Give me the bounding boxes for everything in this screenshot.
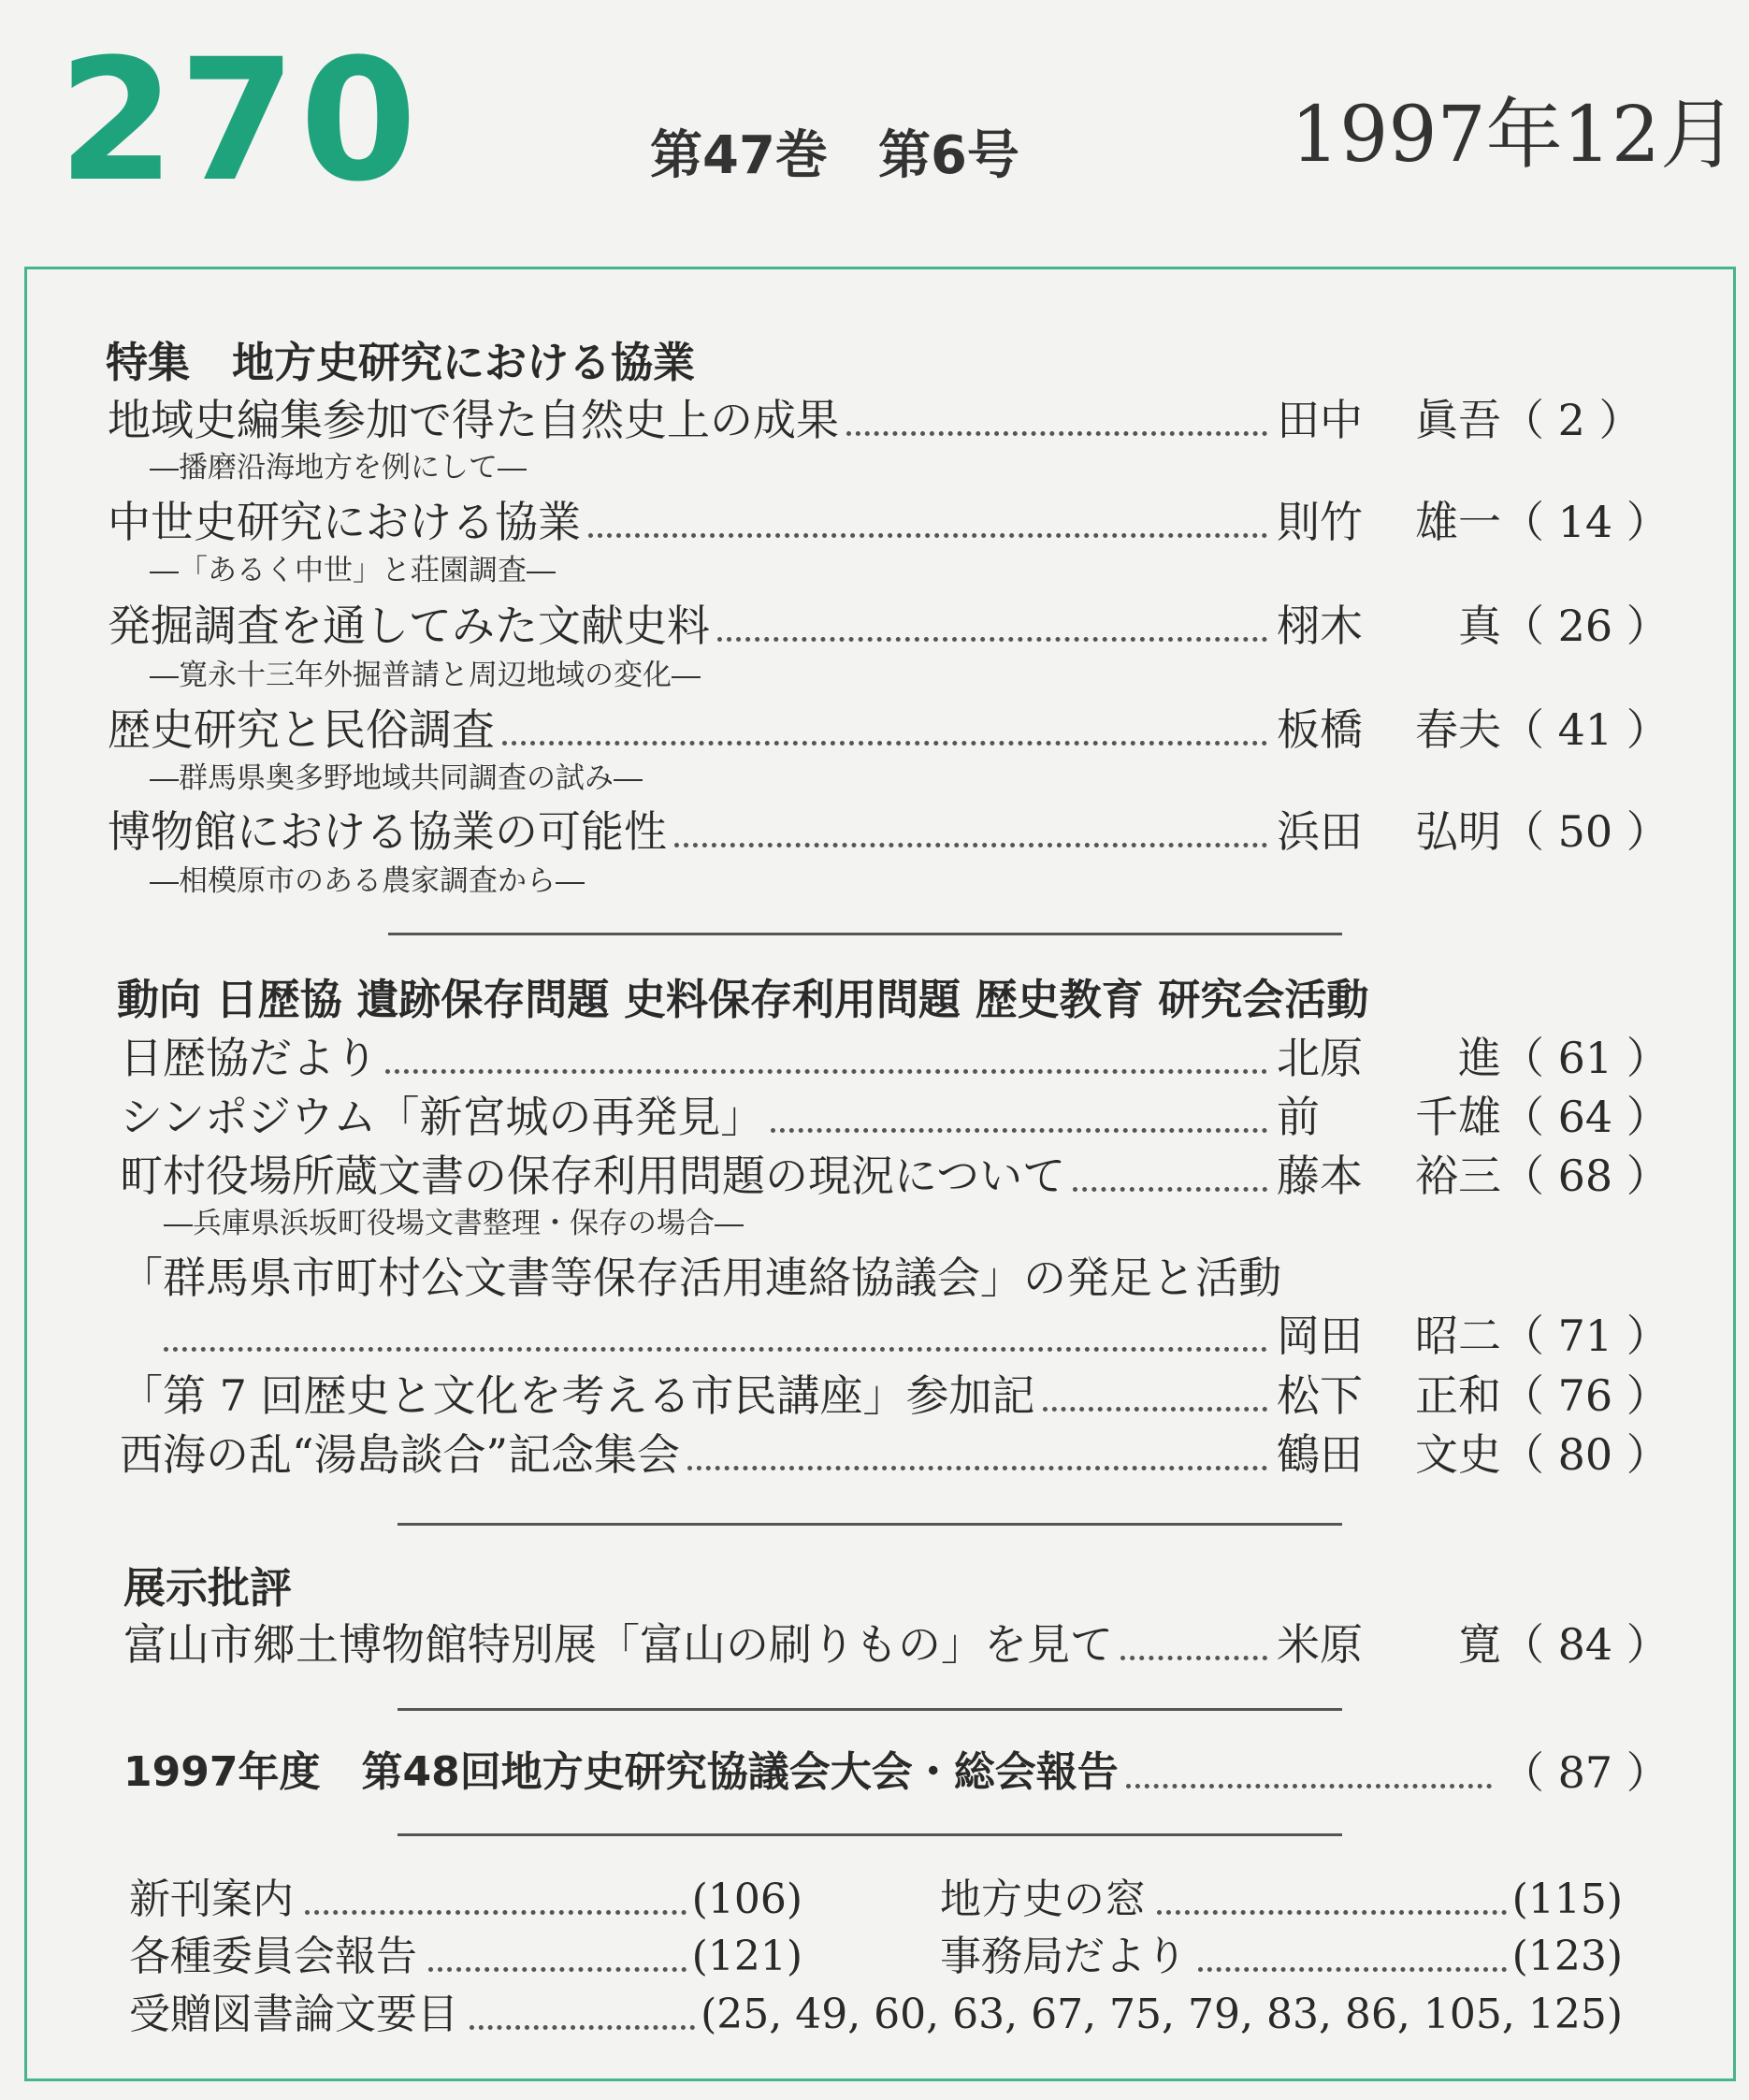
dot-leader [385, 1069, 1267, 1074]
entry-page: （ 68 ） [1501, 1151, 1670, 1201]
entry-subtitle: ―「あるく中世」と荘園調査― [150, 554, 556, 587]
misc-page: (25, 49, 60, 63, 67, 75, 79, 83, 86, 105, 125) [701, 1991, 1623, 2038]
toc-entry[interactable] [120, 1088, 1670, 1146]
entry-author: 浜田 弘明 [1277, 806, 1501, 857]
dot-leader [687, 1466, 1267, 1470]
entry-title: 中世史研究における協業 [108, 497, 581, 547]
entry-page: （ 71 ） [1501, 1311, 1670, 1361]
dot-leader [502, 741, 1267, 746]
entry-subtitle: ―兵庫県浜坂町役場文書整理・保存の場合― [164, 1207, 744, 1240]
entry-author: 則竹 雄一 [1277, 497, 1501, 547]
entry-title: 「群馬県市町村公文書等保存活用連絡協議会」の発足と活動 [120, 1253, 1281, 1303]
entry-title: 地域史編集参加で得た自然史上の成果 [108, 395, 839, 445]
section-divider [398, 1833, 1342, 1836]
entry-author: 板橋 春夫 [1277, 704, 1501, 755]
dot-leader [674, 843, 1267, 847]
section-heading-feature: 特集 地方史研究における協業 [106, 338, 696, 387]
entry-author: 前 千雄 [1277, 1092, 1501, 1142]
toc-misc-new-books[interactable] [129, 1872, 802, 1928]
dot-leader [470, 2025, 695, 2030]
misc-label: 新刊案内 [129, 1876, 294, 1923]
entry-title: 町村役場所蔵文書の保存利用問題の現況について [120, 1151, 1066, 1201]
toc-misc-committee[interactable] [129, 1929, 802, 1985]
entry-title: 1997年度 第48回地方史研究協議会大会・総会報告 [123, 1748, 1119, 1796]
toc-entry[interactable] [108, 493, 1670, 551]
toc-entry[interactable] [108, 391, 1642, 449]
toc-misc-window[interactable] [940, 1872, 1623, 1928]
entry-page: （ 61 ） [1501, 1033, 1670, 1083]
entry-author: 栩木 真 [1277, 601, 1501, 651]
toc-entry[interactable] [120, 1426, 1670, 1484]
misc-label: 受贈図書論文要目 [129, 1991, 458, 2038]
entry-subtitle: ―寛永十三年外掘普請と周辺地域の変化― [150, 659, 701, 692]
toc-entry[interactable] [120, 1367, 1670, 1425]
volume-label: 第47巻 [650, 125, 828, 186]
toc-entry[interactable] [108, 597, 1670, 655]
entry-page: （ 2 ） [1501, 395, 1642, 445]
dot-leader [588, 533, 1267, 538]
entry-title: シンポジウム「新宮城の再発見」 [120, 1092, 764, 1142]
entry-author: 松下 正和 [1277, 1370, 1501, 1421]
entry-page: （ 64 ） [1501, 1092, 1670, 1142]
section-divider [398, 1708, 1342, 1711]
dot-leader [846, 431, 1267, 436]
entry-page: （ 87 ） [1501, 1747, 1670, 1798]
dot-leader [771, 1128, 1267, 1133]
toc-entry[interactable] [164, 1307, 1670, 1365]
entry-author: 田中 眞吾 [1277, 395, 1501, 445]
entry-title: 「第 7 回歴史と文化を考える市民講座」参加記 [120, 1370, 1035, 1421]
misc-page: (121) [691, 1933, 802, 1980]
issue-number: 270 [58, 23, 421, 219]
dot-leader [1120, 1656, 1267, 1660]
dot-leader [1126, 1784, 1492, 1789]
misc-label: 各種委員会報告 [129, 1933, 417, 1980]
toc-entry[interactable] [108, 701, 1670, 759]
entry-subtitle: ―播磨沿海地方を例にして― [150, 451, 527, 485]
misc-label: 地方史の窓 [940, 1876, 1146, 1923]
dot-leader [305, 1910, 687, 1915]
issue-date: 1997年12月 [1291, 91, 1738, 180]
toc-misc-office[interactable] [940, 1929, 1623, 1985]
entry-title: 博物館における協業の可能性 [108, 806, 667, 857]
toc-entry[interactable] [108, 803, 1670, 861]
section-divider [398, 1523, 1342, 1526]
entry-title: 発掘調査を通してみた文献史料 [108, 601, 710, 651]
misc-page: (115) [1511, 1876, 1623, 1923]
entry-author: 米原 寛 [1277, 1619, 1501, 1670]
dot-leader [1198, 1967, 1507, 1972]
entry-author: 鶴田 文史 [1277, 1429, 1501, 1480]
number-label: 第6号 [877, 125, 1019, 186]
dot-leader [1073, 1187, 1267, 1192]
dot-leader [428, 1967, 687, 1972]
toc-entry-title-line[interactable] [120, 1249, 1429, 1307]
entry-title: 歴史研究と民俗調査 [108, 704, 495, 755]
toc-misc-donations[interactable] [129, 1987, 1623, 2043]
entry-subtitle: ―群馬県奥多野地域共同調査の試み― [150, 761, 643, 795]
entry-page: （ 14 ） [1501, 497, 1670, 547]
misc-page: (106) [691, 1876, 802, 1923]
misc-page: (123) [1511, 1933, 1623, 1980]
entry-title: 富山市郷土博物館特別展「富山の刷りもの」を見て [123, 1619, 1113, 1670]
toc-entry[interactable] [120, 1029, 1670, 1087]
section-heading-exhibition: 展示批評 [123, 1563, 293, 1613]
dot-leader [1043, 1407, 1267, 1412]
entry-author: 岡田 昭二 [1277, 1311, 1501, 1361]
toc-entry-conference[interactable] [123, 1744, 1670, 1802]
entry-page: （ 80 ） [1501, 1429, 1670, 1480]
section-heading-trends: 動向 日歴協 遺跡保存問題 史料保存利用問題 歴史教育 研究会活動 [117, 975, 1369, 1024]
toc-entry[interactable] [120, 1147, 1670, 1205]
misc-label: 事務局だより [940, 1933, 1187, 1980]
toc-entry[interactable] [123, 1615, 1670, 1673]
volume-number [650, 123, 1070, 189]
section-divider [388, 933, 1342, 935]
entry-title: 日歴協だより [120, 1033, 378, 1083]
dot-leader [1157, 1910, 1507, 1915]
entry-page: （ 41 ） [1501, 704, 1670, 755]
dot-leader [717, 637, 1267, 642]
dot-leader [164, 1347, 1267, 1352]
entry-author: 北原 進 [1277, 1033, 1501, 1083]
entry-page: （ 50 ） [1501, 806, 1670, 857]
entry-page: （ 26 ） [1501, 601, 1670, 651]
entry-subtitle: ―相模原市のある農家調査から― [150, 864, 585, 898]
header [0, 0, 1749, 253]
entry-title: 西海の乱“湯島談合”記念集会 [120, 1429, 681, 1480]
entry-page: （ 76 ） [1501, 1370, 1670, 1421]
entry-author: 藤本 裕三 [1277, 1151, 1501, 1201]
entry-page: （ 84 ） [1501, 1619, 1670, 1670]
